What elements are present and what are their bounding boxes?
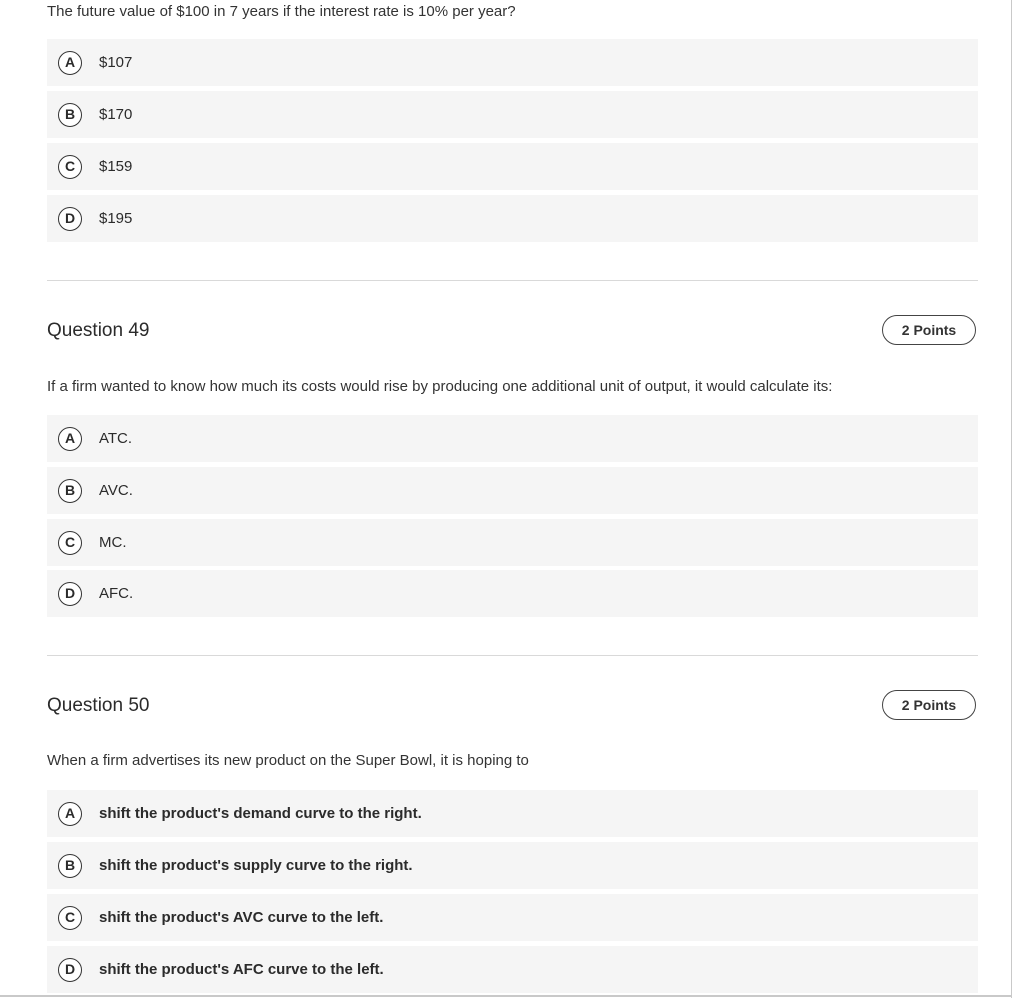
q49-option-b[interactable]	[47, 467, 978, 514]
option-letter-b: B	[58, 854, 82, 878]
option-letter-d: D	[58, 582, 82, 606]
question-50-text: When a firm advertises its new product on the Super Bowl, it is hoping to	[47, 752, 529, 769]
q50-option-b[interactable]	[47, 842, 978, 889]
question-50-title: Question 50	[47, 695, 150, 716]
option-letter-c: C	[58, 155, 82, 179]
question-divider	[47, 280, 978, 281]
question-49-points-badge: 2 Points	[882, 315, 976, 345]
option-label: $195	[99, 210, 133, 227]
option-letter-d: D	[58, 207, 82, 231]
q48-option-a[interactable]	[47, 39, 978, 86]
option-label: $159	[99, 158, 133, 175]
option-label: ATC.	[99, 430, 133, 447]
question-49-title: Question 49	[47, 320, 150, 341]
q50-option-c[interactable]	[47, 894, 978, 941]
page-frame-right-edge	[1011, 0, 1012, 998]
question-49-text: If a firm wanted to know how much its costs would rise by producing one additional unit of output, it would calculate its:	[47, 378, 833, 395]
option-letter-c: C	[58, 531, 82, 555]
option-letter-a: A	[58, 427, 82, 451]
q49-option-d[interactable]	[47, 570, 978, 617]
option-label: $107	[99, 54, 133, 71]
option-label: shift the product's AFC curve to the left.	[99, 961, 384, 978]
question-48-text: The future value of $100 in 7 years if the interest rate is 10% per year?	[47, 3, 516, 20]
page-frame-bottom-edge	[0, 995, 1012, 997]
q49-option-c[interactable]	[47, 519, 978, 566]
option-letter-c: C	[58, 906, 82, 930]
q49-option-a[interactable]	[47, 415, 978, 462]
question-50-points-badge: 2 Points	[882, 690, 976, 720]
option-label: $170	[99, 106, 133, 123]
q50-option-a[interactable]	[47, 790, 978, 837]
q48-option-b[interactable]	[47, 91, 978, 138]
option-label: shift the product's demand curve to the right.	[99, 805, 422, 822]
option-letter-d: D	[58, 958, 82, 982]
option-letter-a: A	[58, 802, 82, 826]
option-letter-b: B	[58, 103, 82, 127]
option-label: shift the product's supply curve to the right.	[99, 857, 413, 874]
q50-option-d[interactable]	[47, 946, 978, 993]
option-label: AVC.	[99, 482, 133, 499]
option-label: shift the product's AVC curve to the left.	[99, 909, 384, 926]
option-letter-a: A	[58, 51, 82, 75]
option-letter-b: B	[58, 479, 82, 503]
q48-option-d[interactable]	[47, 195, 978, 242]
q48-option-c[interactable]	[47, 143, 978, 190]
option-label: AFC.	[99, 585, 134, 602]
option-label: MC.	[99, 534, 127, 551]
question-divider	[47, 655, 978, 656]
